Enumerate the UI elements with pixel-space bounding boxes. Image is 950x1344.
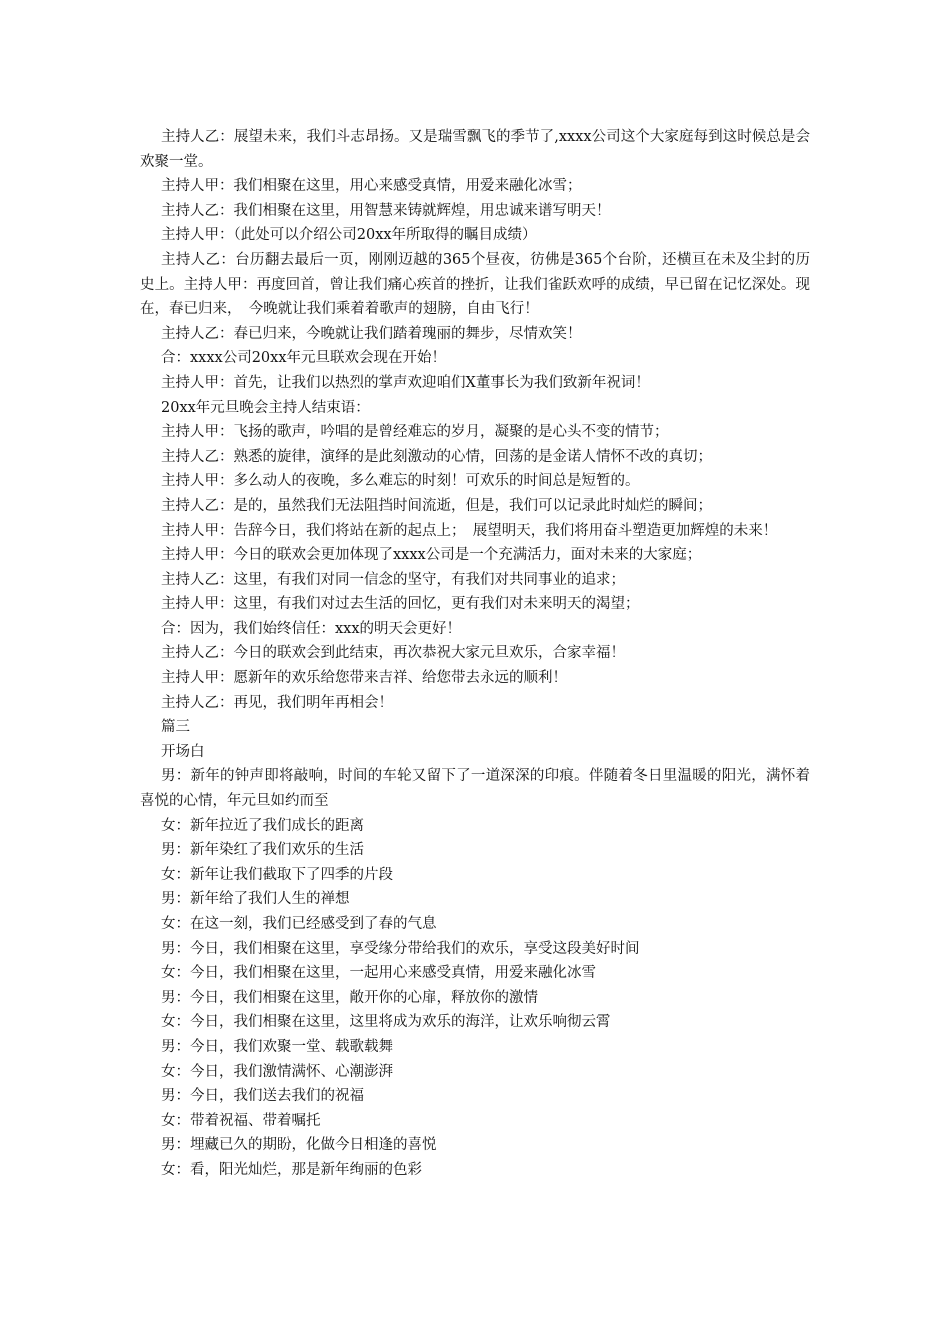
paragraph: 男：新年的钟声即将敲响，时间的车轮又留下了一道深深的印痕。伴随着冬日里温暖的阳光，满怀着喜悦的心情，年元旦如约而至 <box>140 768 810 810</box>
document-page <box>140 125 810 1183</box>
paragraph: 女：带着祝福、带着嘱托 <box>161 1112 321 1129</box>
paragraph: 女：今日，我们相聚在这里，这里将成为欢乐的海洋，让欢乐响彻云霄 <box>161 1014 611 1031</box>
paragraph: 男：今日，我们送去我们的祝福 <box>161 1088 364 1105</box>
paragraph: 合：xxxx公司20xx年元旦联欢会现在开始！ <box>161 350 447 367</box>
paragraph: 男：埋藏已久的期盼，化做今日相逢的喜悦 <box>161 1137 437 1154</box>
paragraph: 女：今日，我们激情满怀、心潮澎湃 <box>161 1063 393 1080</box>
section-heading: 开场白 <box>161 743 205 760</box>
section-heading: 篇三 <box>161 719 190 736</box>
paragraph: 主持人乙：是的，虽然我们无法阻挡时间流逝，但是，我们可以记录此时灿烂的瞬间； <box>161 497 712 514</box>
paragraph: 男：今日，我们相聚在这里，敞开你的心扉，释放你的激情 <box>161 989 538 1006</box>
paragraph: 主持人甲：愿新年的欢乐给您带来吉祥、给您带去永远的顺利！ <box>161 670 567 687</box>
paragraph: 主持人乙：展望未来，我们斗志昂扬。又是瑞雪飘飞的季节了,xxxx公司这个大家庭每到这时候总是会欢聚一堂。 <box>140 129 810 170</box>
paragraph: 女：新年拉近了我们成长的距离 <box>161 817 364 834</box>
paragraph: 主持人乙：台历翻去最后一页，刚刚迈越的365个昼夜，彷佛是365个台阶，还横亘在未及尘封的历史上。主持人甲：再度回首，曾让我们痛心疾首的挫折，让我们雀跃欢呼的成绩，早已留在记忆深处。现在，春已归来， 今晚就让我们乘着着歌声的翅膀，自由飞行！ <box>140 251 810 318</box>
paragraph: 女：在这一刻，我们已经感受到了春的气息 <box>161 916 437 932</box>
paragraph: 主持人乙：我们相聚在这里，用智慧来铸就辉煌，用忠诚来谱写明天！ <box>161 202 611 219</box>
paragraph: 男：新年染红了我们欢乐的生活 <box>161 842 364 859</box>
paragraph: 女：看，阳光灿烂，那是新年绚丽的色彩 <box>161 1161 422 1178</box>
paragraph: 男：今日，我们欢聚一堂、载歌载舞 <box>161 1038 393 1055</box>
paragraph: 男：新年给了我们人生的禅想 <box>161 891 350 908</box>
paragraph: 主持人乙：再见，我们明年再相会！ <box>161 694 393 711</box>
paragraph: 男：今日，我们相聚在这里，享受缘分带给我们的欢乐，享受这段美好时间 <box>161 940 640 957</box>
paragraph: 主持人甲：这里，有我们对过去生活的回忆，更有我们对未来明天的渴望； <box>161 596 640 613</box>
paragraph: 主持人乙：这里，有我们对同一信念的坚守，有我们对共同事业的追求； <box>161 571 625 588</box>
paragraph: 合：因为，我们始终信任：xxx的明天会更好！ <box>161 620 462 637</box>
paragraph: 主持人甲：首先，让我们以热烈的掌声欢迎咱们X董事长为我们致新年祝词！ <box>161 374 650 391</box>
paragraph: 主持人甲：告辞今日，我们将站在新的起点上； 展望明天，我们将用奋斗塑造更加辉煌的未来！ <box>161 522 778 539</box>
paragraph: 主持人甲：多么动人的夜晚，多么难忘的时刻！可欢乐的时间总是短暂的。 <box>161 473 640 490</box>
paragraph: 主持人甲：我们相聚在这里，用心来感受真情，用爱来融化冰雪； <box>161 178 582 195</box>
paragraph: 主持人甲：飞扬的歌声，吟唱的是曾经难忘的岁月，凝聚的是心头不变的情节； <box>161 424 669 441</box>
paragraph: 主持人乙：春已归来，今晚就让我们踏着瑰丽的舞步，尽情欢笑！ <box>161 325 582 342</box>
paragraph: 主持人甲：（此处可以介绍公司20xx年所取得的瞩目成绩） <box>161 227 537 244</box>
paragraph: 主持人甲：今日的联欢会更加体现了xxxx公司是一个充满活力，面对未来的大家庭； <box>161 547 702 564</box>
paragraph: 女：新年让我们截取下了四季的片段 <box>161 866 393 883</box>
section-heading: 20xx年元旦晚会主持人结束语： <box>161 399 370 416</box>
paragraph: 主持人乙：今日的联欢会到此结束，再次恭祝大家元旦欢乐，合家幸福！ <box>161 645 625 662</box>
paragraph: 女：今日，我们相聚在这里，一起用心来感受真情，用爱来融化冰雪 <box>161 965 596 982</box>
paragraph: 主持人乙：熟悉的旋律，演绎的是此刻激动的心情，回荡的是金诺人情怀不改的真切； <box>161 448 712 465</box>
